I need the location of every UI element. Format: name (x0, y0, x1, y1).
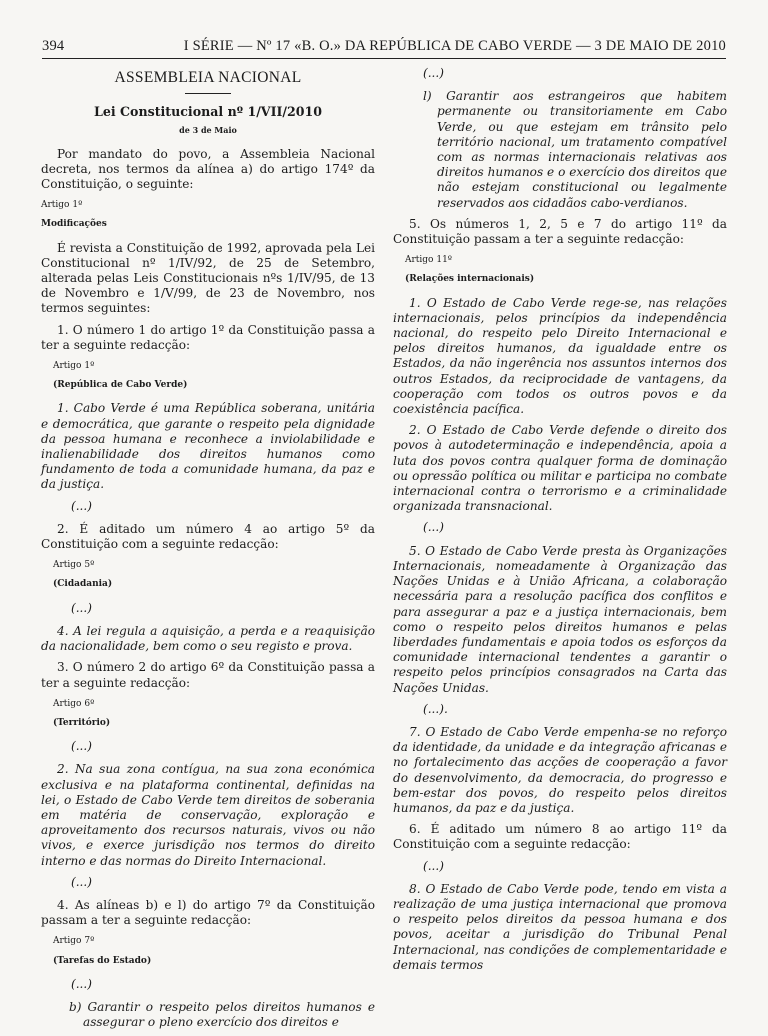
item-intro: 3. O número 2 do artigo 6º da Constituição passa a ter a seguinte redacção: (41, 660, 375, 690)
ellipsis: (...) (71, 498, 92, 513)
article-label: Artigo 1º (53, 361, 95, 372)
article-heading: Modificações (41, 219, 107, 230)
article-text: 8. O Estado de Cabo Verde pode, tendo em vista a realização de uma justiça internacional que promova o respeito pelos direitos da pessoa humana e dos povos, aceitar a jurisdição do Tribunal Penal Internacional, nas condições de complementaridade e demais termos (393, 881, 727, 972)
article-label: Artigo 6º (53, 698, 95, 709)
article-text: 4. A lei regula a aquisição, a perda e a reaquisição da nacionalidade, bem como o seu registo e prova. (41, 623, 375, 654)
article-heading: (Tarefas do Estado) (53, 955, 152, 966)
publication-line: I SÉRIE — Nº 17 «B. O.» DA REPÚBLICA DE CABO VERDE — 3 DE MAIO DE 2010 (183, 38, 726, 54)
left-column (41, 66, 375, 1036)
item-intro: 5. Os números 1, 2, 5 e 7 do artigo 11º da Constituição passam a ter a seguinte redacção: (393, 216, 727, 247)
article-text: 1. O Estado de Cabo Verde rege-se, nas relações internacionais, pelos princípios da independência nacional, do respeito pelo Direito Internacional e pelos direitos humanos, da igualdade entre os Estados, da não ingerência nos assuntos internos dos outros Estados, da reciprocidade de vantagens, da cooperação com todos os outros povos e da coexistência pacífica. (393, 295, 727, 417)
ellipsis: (...) (71, 739, 92, 754)
ellipsis: (...) (423, 66, 444, 80)
article-heading: (Cidadania) (53, 579, 113, 590)
article-heading: (República de Cabo Verde) (53, 380, 188, 391)
item-intro: 2. É aditado um número 4 ao artigo 5º da Constituição com a seguinte redacção: (41, 521, 375, 552)
revision-paragraph: É revista a Constituição de 1992, aprovada pela Lei Constitucional nº 1/IV/92, de 25 de Setembro, alterada pelas Leis Constitucionais nºs 1/IV/95, de 13 de Novembro e 1/V/99, de 23 de Novembro, nos termos seguintes: (41, 240, 375, 316)
item-intro: 4. As alíneas b) e l) do artigo 7º da Constituição passam a ter a seguinte redacção: (41, 897, 375, 928)
item-intro: 1. O número 1 do artigo 1º da Constituição passa a ter a seguinte redacção: (41, 322, 375, 352)
law-title: Lei Constitucional nº 1/VII/2010 (93, 104, 323, 120)
alinea-b: b) Garantir o respeito pelos direitos humanos e assegurar o pleno exercício dos direitos e (69, 999, 375, 1030)
article-label: Artigo 7º (53, 936, 95, 947)
article-text: 5. O Estado de Cabo Verde presta às Organizações Internacionais, nomeadamente à Organização das Nações Unidas e à União Africana, a colaboração necessária para a resolução pacífica dos conflitos e para assegurar a paz e a justiça internacionais, bem como o respeito pelos direitos humanos e pelas liberdades fundamentais e apoia todos os esforços da comunidade internacional tendentes a garantir o respeito pelos princípios consagrados na Carta das Nações Unidas. (393, 543, 727, 695)
right-column (393, 66, 727, 979)
assembly-title: ASSEMBLEIA NACIONAL (114, 69, 302, 86)
law-date: de 3 de Maio (179, 125, 237, 136)
article-text: 2. O Estado de Cabo Verde defende o direito dos povos à autodeterminação e independência, apoia a luta dos povos contra qualquer forma de dominação ou opressão política ou militar e participa no combate internacional contra o terrorismo e a criminalidade organizada transnacional. (393, 423, 727, 514)
ellipsis: (...) (423, 520, 444, 535)
ellipsis: (...). (423, 701, 448, 716)
title-divider (185, 93, 231, 94)
page-number: 394 (42, 38, 65, 54)
article-heading: (Território) (53, 717, 111, 728)
item-intro: 6. É aditado um número 8 ao artigo 11º da Constituição com a seguinte redacção: (393, 822, 727, 852)
ellipsis: (...) (71, 976, 92, 991)
ellipsis: (...) (71, 874, 92, 889)
page-header (42, 38, 726, 59)
article-label: Artigo 11º (405, 255, 453, 266)
preamble: Por mandato do povo, a Assembleia Nacional decreta, nos termos da alínea a) do artigo 174º da Constituição, o seguinte: (41, 146, 375, 192)
alinea-l: l) Garantir aos estrangeiros que habitem permanente ou transitoriamente em Cabo Verde, ou que estejam em trânsito pelo território nacional, um tratamento compatível com as normas internacionais relativas aos direitos humanos e o exercício dos direitos que não estejam constitucional ou legalmente reservados aos cidadãos cabo-verdianos. (423, 89, 727, 210)
article-heading: (Relações internacionais) (405, 274, 535, 285)
ellipsis: (...) (71, 600, 92, 615)
article-label: Artigo 1º (41, 200, 83, 211)
ellipsis: (...) (423, 858, 444, 873)
article-text: 2. Na sua zona contígua, na sua zona económica exclusiva e na plataforma continental, definidas na lei, o Estado de Cabo Verde tem direitos de soberania em matéria de conservação, exploração e aproveitamento dos recursos naturais, vivos ou não vivos, e exerce jurisdição nos termos do direito interno e das normas do Direito Internacional. (41, 762, 375, 868)
article-label: Artigo 5º (53, 560, 95, 571)
article-text: 1. Cabo Verde é uma República soberana, unitária e democrática, que garante o respeito pela dignidade da pessoa humana e reconhece a inviolabilidade e inalienabilidade dos direitos humanos como fundamento de toda a comunidade humana, da paz e da justiça. (41, 401, 375, 492)
article-text: 7. O Estado de Cabo Verde empenha-se no reforço da identidade, da unidade e da integração africanas e no fortalecimento das acções de cooperação a favor do desenvolvimento, da democracia, do progresso e bem-estar dos povos, do respeito pelos direitos humanos, da paz e da justiça. (393, 724, 727, 815)
